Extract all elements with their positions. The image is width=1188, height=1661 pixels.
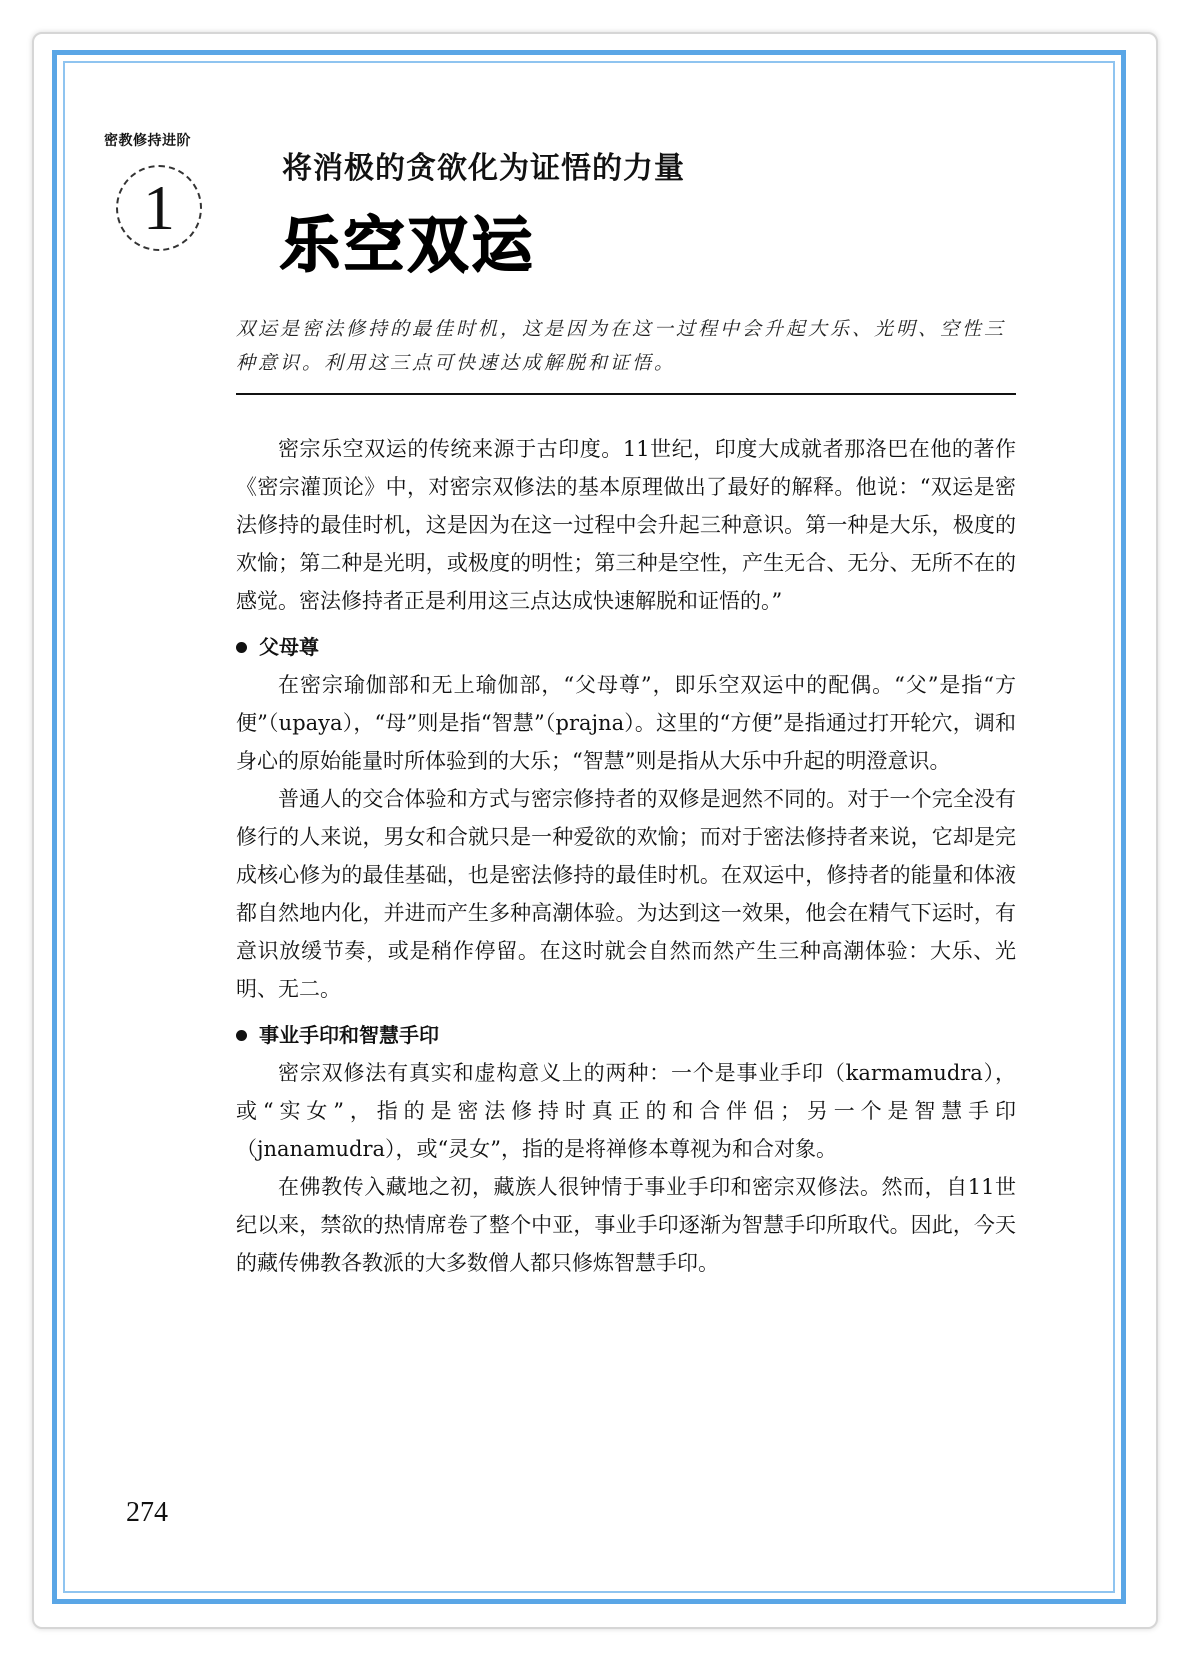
bullet-icon	[236, 642, 247, 653]
section-heading-fumuzun	[236, 628, 1016, 666]
paragraph: 普通人的交合体验和方式与密宗修持者的双修是迥然不同的。对于一个完全没有修行的人来说，男女和合就只是一种爱欲的欢愉；而对于密法修持者来说，它却是完成核心修为的最佳基础，也是密法修持的最佳时机。在双运中，修持者的能量和体液都自然地内化，并进而产生多种高潮体验。为达到这一效果，他会在精气下运时，有意识放缓节奏，或是稍作停留。在这时就会自然而然产生三种高潮体验：大乐、光明、无二。	[236, 787, 1016, 1001]
paragraph: 在佛教传入藏地之初，藏族人很钟情于事业手印和密宗双修法。然而，自11世纪以来，禁欲的热情席卷了整个中亚，事业手印逐渐为智慧手印所取代。因此，今天的藏传佛教各教派的大多数僧人都只修炼智慧手印。	[236, 1175, 1016, 1275]
paragraph: 在密宗瑜伽部和无上瑜伽部，“父母尊”，即乐空双运中的配偶。“父”是指“方便”（upaya），“母”则是指“智慧”（prajna）。这里的“方便”是指通过打开轮穴，调和身心的原始能量时所体验到的大乐；“智慧”则是指从大乐中升起的明澄意识。	[236, 673, 1016, 773]
body-text	[236, 430, 1016, 1282]
chapter-abstract: 双运是密法修持的最佳时机，这是因为在这一过程中会升起大乐、光明、空性三种意识。利用这三点可快速达成解脱和证悟。	[236, 318, 1007, 374]
section-heading-label: 父母尊	[259, 635, 319, 659]
page-number: 274	[126, 1497, 168, 1528]
paragraph: 密宗双修法有真实和虚构意义上的两种：一个是事业手印（karmamudra），或“实女”，指的是密法修持时真正的和合伴侣；另一个是智慧手印（jnanamudra），或“灵女”，指的是将禅修本尊视为和合对象。	[236, 1061, 1016, 1161]
divider-rule	[236, 393, 1016, 395]
section-heading-label: 事业手印和智慧手印	[259, 1023, 439, 1047]
bullet-icon	[236, 1030, 247, 1041]
intro-paragraph: 密宗乐空双运的传统来源于古印度。11世纪，印度大成就者那洛巴在他的著作《密宗灌顶论》中，对密宗双修法的基本原理做出了最好的解释。他说：“双运是密法修持的最佳时机，这是因为在这一过程中会升起三种意识。第一种是大乐，极度的欢愉；第二种是光明，或极度的明性；第三种是空性，产生无合、无分、无所不在的感觉。密法修持者正是利用这三点达成快速解脱和证悟的。”	[236, 437, 1016, 613]
section-heading-mudra	[236, 1016, 1016, 1054]
chapter-subtitle: 将消极的贪欲化为证悟的力量	[282, 151, 685, 186]
chapter-title: 乐空双运	[280, 211, 536, 281]
chapter-number-badge: 1	[116, 165, 202, 251]
series-label: 密教修持进阶	[104, 133, 191, 149]
